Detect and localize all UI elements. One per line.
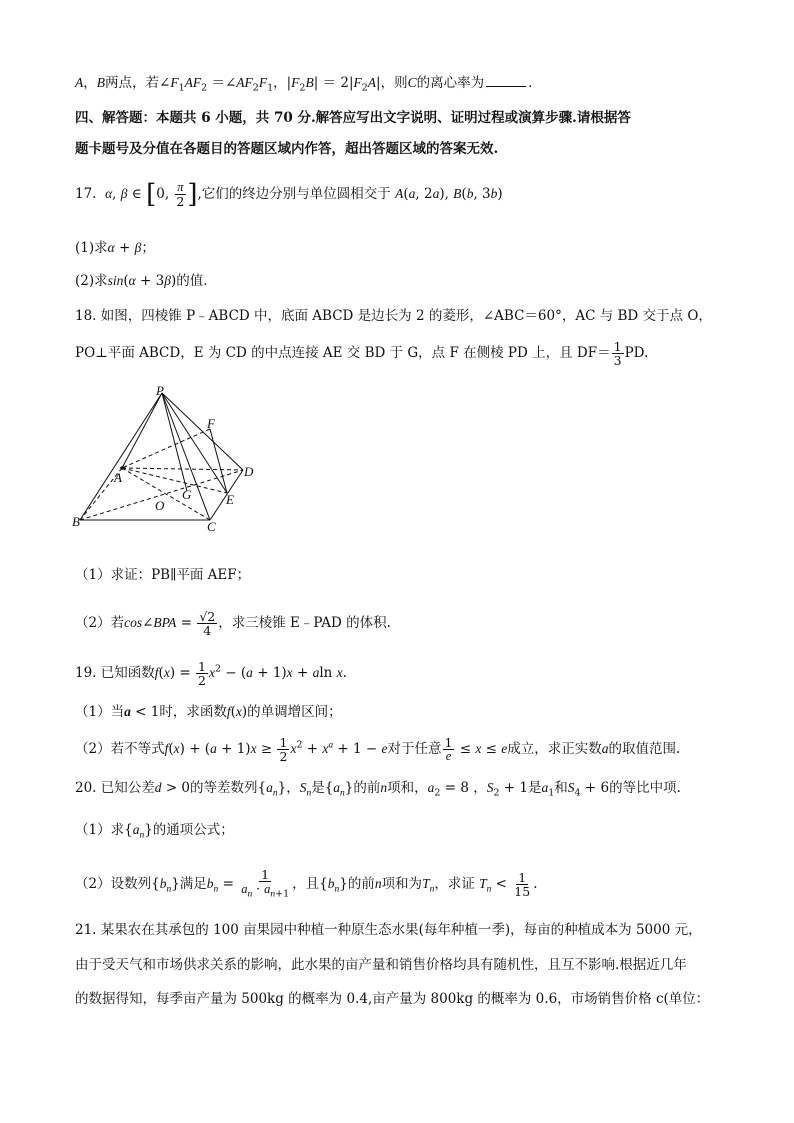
- label-c: C: [207, 519, 216, 533]
- q19-part2: （2）若不等式f(x) + (a + 1)x ≥ $\frac{1}{2}$ $x^2 + x^a + 1 - e$对于任意 $\frac{1}{e}$ ≤ x ≤ e成立，求正实数a的取值范围.: [75, 735, 681, 765]
- q18-line1: 18. 如图，四棱锥 P﹣ABCD 中，底面 ABCD 是边长为 2 的菱形，∠ABC＝60°，AC 与 BD 交于点 O，: [75, 308, 712, 324]
- q18-part2: （2）若cos∠BPA = $\frac{√2}{4}$ ，求三棱锥 E﹣PAD 的体积.: [75, 609, 391, 639]
- q21-line3: 的数据得知，每季亩产量为 500kg 的概率为 0.4,亩产量为 800kg 的概率为 0.6，市场销售价格 c(单位：: [75, 991, 710, 1007]
- label-p: P: [156, 383, 164, 398]
- top-line: A，B两点，若$\angle F_1AF_2$ $=\angle AF_2F_1$，$|F_2B| = 2|F_2A|$，则C的离心率为 ．: [75, 75, 542, 94]
- q20-stem: 20. 已知公差d > 0的等差数列$\{a_n\}$，$S_n$是$\{a_n\}$的前n项和，$a_2 = 8$ ，$S_2 + 1$是$a_1$和$S_4 + 6$的等比中项.: [75, 780, 681, 799]
- section-header-line2: 题卡题号及分值在各题目的答题区域内作答，超出答题区域的答案无效.: [75, 141, 499, 157]
- label-b: B: [72, 514, 80, 529]
- q20-part1: （1）求$\{a_n\}$的通项公式；: [75, 822, 234, 841]
- label-f: F: [207, 416, 215, 431]
- q19-stem: 19. 已知函数f(x) = $\frac{1}{2}$ $x^2 - (a + 1)x + aln$ x.: [75, 659, 347, 689]
- q21-line2: 由于受天气和市场供求关系的影响，此水果的亩产量和销售价格均具有随机性，且互不影响.根据近几年: [75, 957, 687, 973]
- q20-part2: （2）设数列$\{b_n\}$满足$b_n$ = $\frac{1}{a_n \cdot a_{n+1}}$ ，且$\{b_n\}$的前n项和为$T_n$，求证 $T_n$ < $\frac{1}{15}$ .: [75, 867, 538, 900]
- pyramid-figure: [70, 383, 270, 533]
- label-g: G: [182, 487, 192, 502]
- label-o: O: [155, 498, 165, 513]
- q19-part1: （1）当a < 1时，求函数f(x)的单调增区间；: [75, 704, 342, 720]
- q17-stem: 17. α, β ∈ [0, $\frac{\pi}{2}$ ],它们的终边分别与单位圆相交于 A(a, 2a), B(b, 3b): [75, 179, 503, 210]
- answer-blank: [486, 74, 526, 87]
- label-a: A: [114, 470, 122, 485]
- q21-line1: 21. 某果农在其承包的 100 亩果园中种植一种原生态水果(每年种植一季)，每亩的种植成本为 5000 元，: [75, 922, 702, 938]
- q18-line2: PO⊥平面 ABCD，E 为 CD 的中点连接 AE 交 BD 于 G，点 F 在侧棱 PD 上，且 DF＝ $\frac{1}{3}$ PD.: [75, 339, 649, 369]
- section-header-line1: 四、解答题：本题共 6 小题，共 70 分.解答应写出文字说明、证明过程或演算步骤.请根据答: [75, 110, 631, 126]
- label-e: E: [226, 492, 234, 507]
- q18-part1: （1）求证：PB∥平面 AEF；: [75, 567, 251, 583]
- q17-part2: (2)求sin(α + 3β)的值.: [75, 273, 208, 289]
- q17-part1: (1)求α + β；: [75, 240, 155, 256]
- label-d: D: [244, 464, 254, 479]
